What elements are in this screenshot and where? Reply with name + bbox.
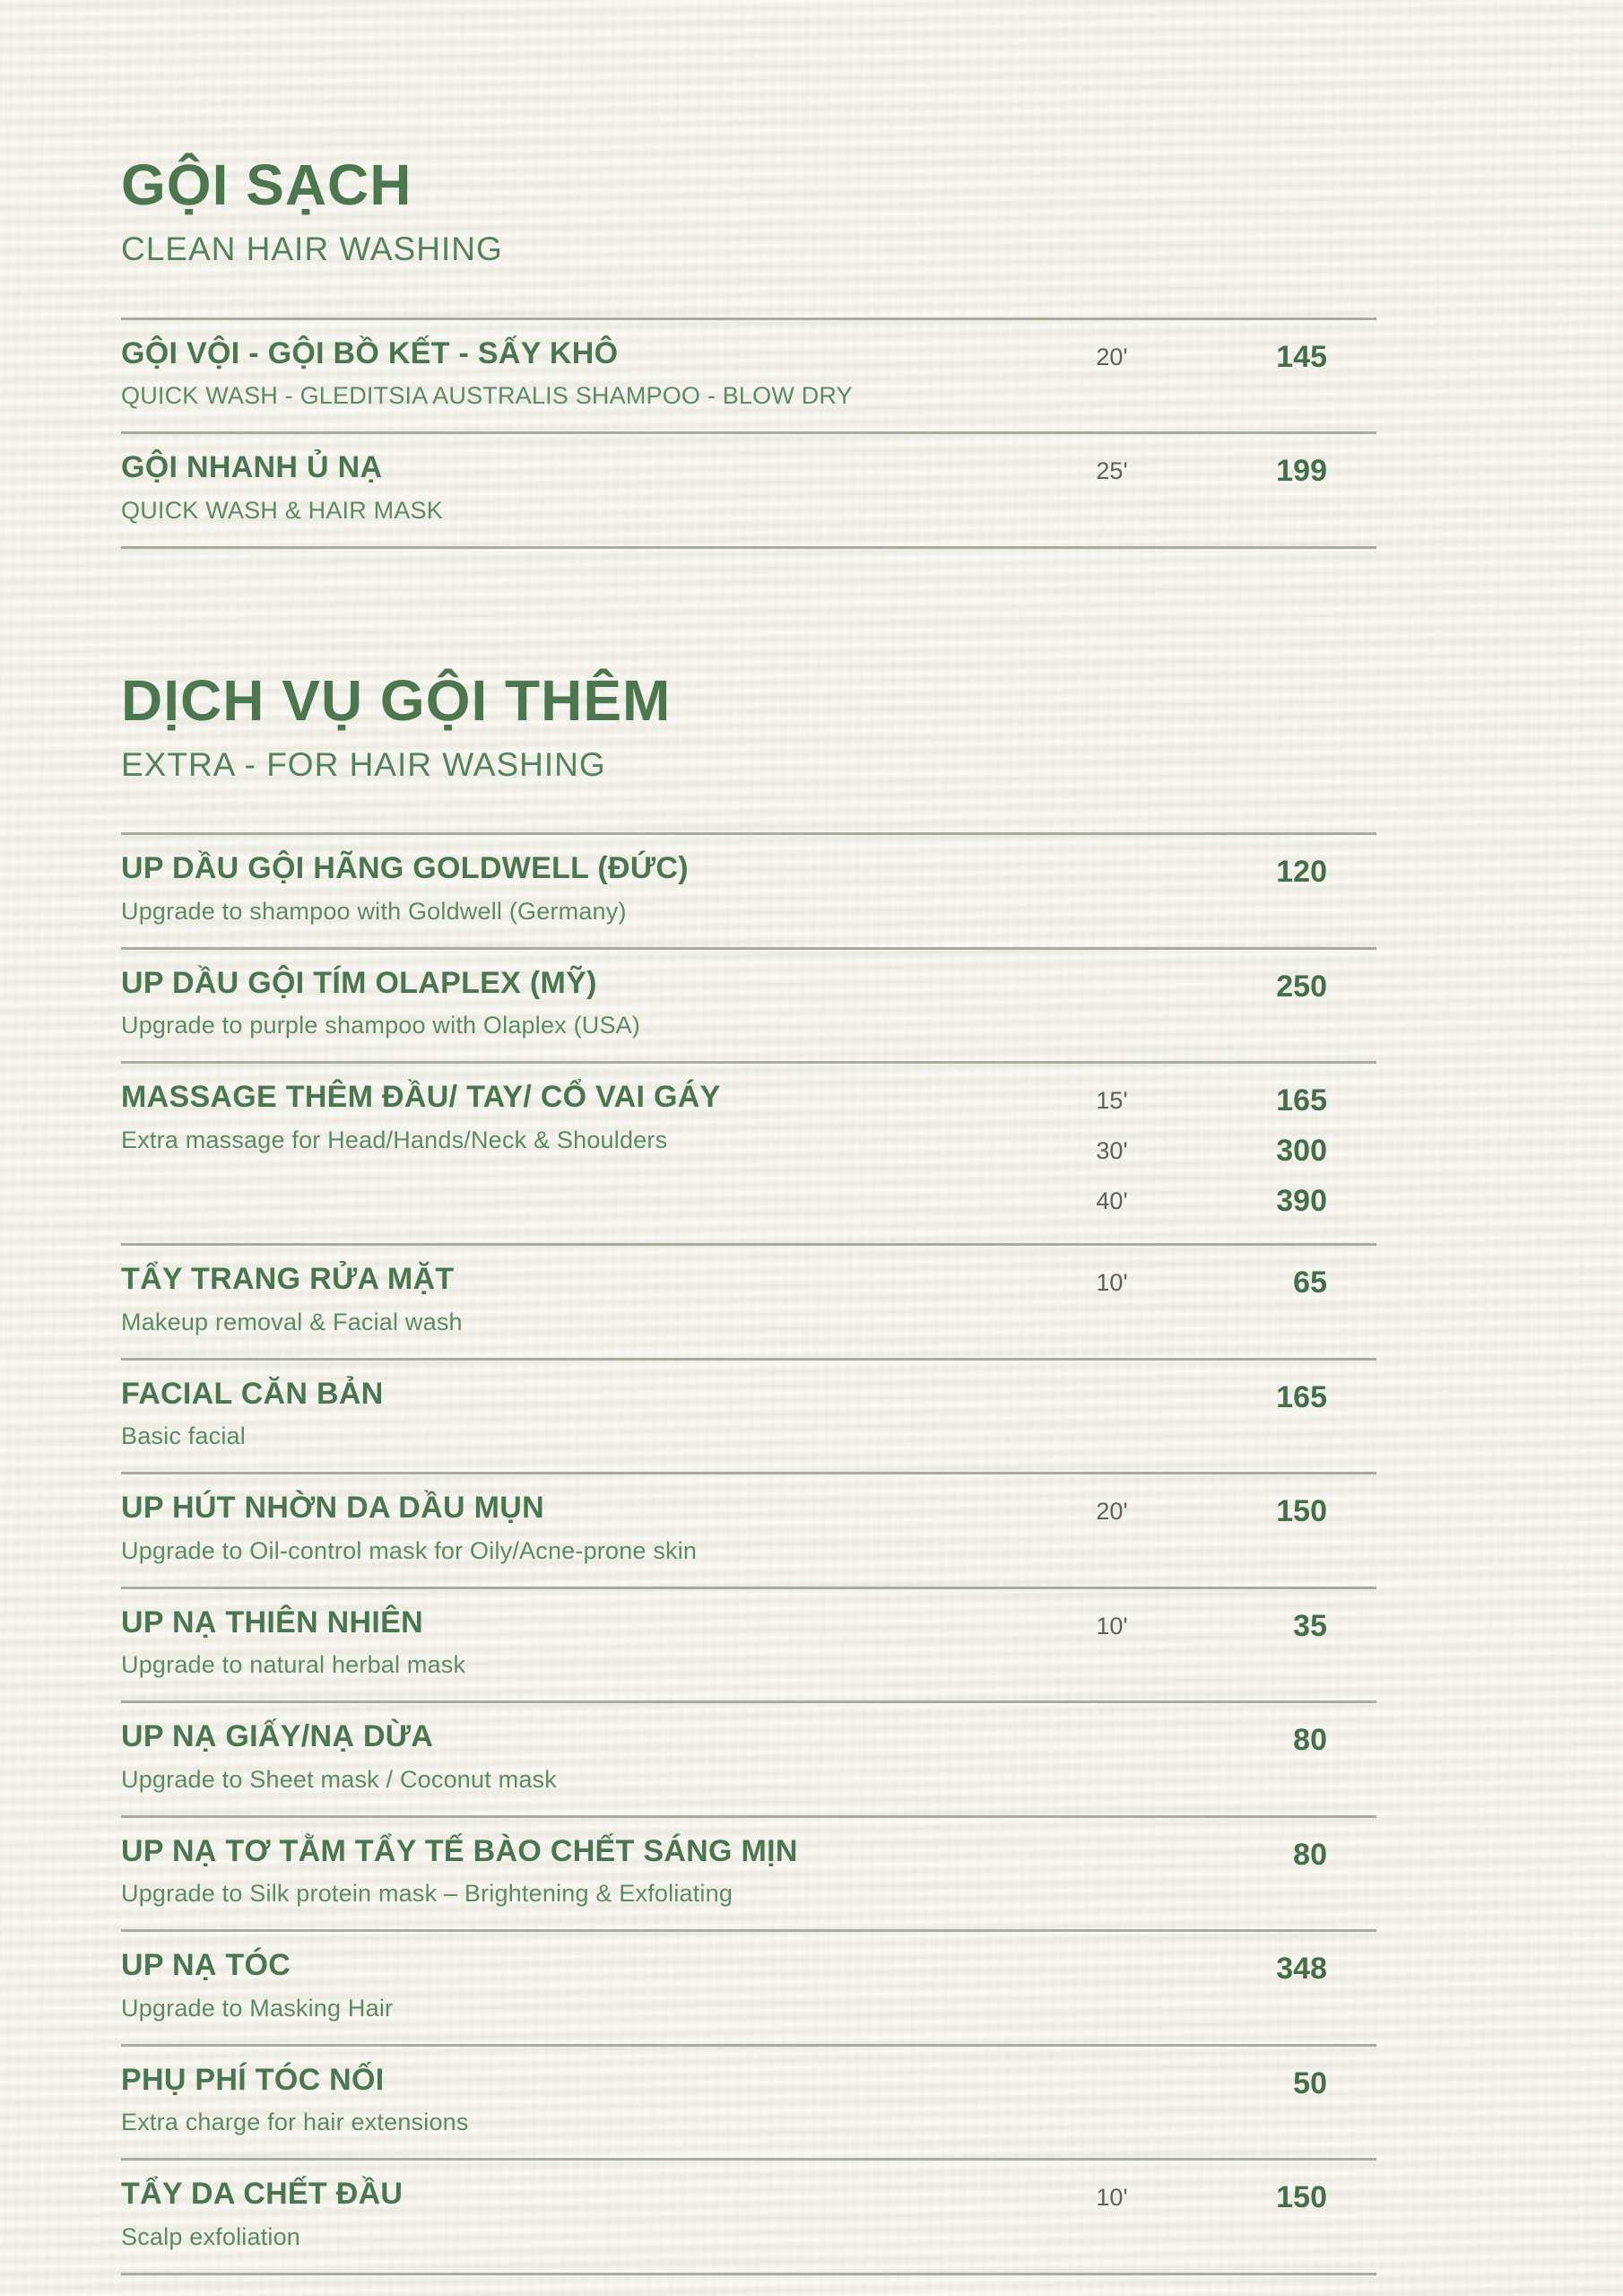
section-clean-hair-washing <box>121 154 1376 549</box>
item-prices <box>1197 450 1376 491</box>
item-title: UP NẠ THIÊN NHIÊN <box>121 1605 423 1639</box>
item-title: UP NẠ GIẤY/NẠ DỪA <box>121 1719 434 1754</box>
price-value: 65 <box>1293 1265 1327 1300</box>
duration-value: 20' <box>1096 343 1128 370</box>
duration-value: 10' <box>1096 2184 1128 2212</box>
item-prices <box>1197 1605 1376 1647</box>
item-durations <box>1027 336 1197 378</box>
item-description: Basic facial <box>121 1422 246 1450</box>
item-text <box>121 2177 1027 2250</box>
item-durations <box>1027 1605 1197 1647</box>
item-description: QUICK WASH & HAIR MASK <box>121 496 443 524</box>
duration-value: 40' <box>1096 1187 1128 1215</box>
menu-item-row <box>121 1932 1376 2046</box>
item-description: Upgrade to Oil-control mask for Oily/Acne-prone skin <box>121 1536 698 1564</box>
item-title: UP NẠ TƠ TẰM TẨY TẾ BÀO CHẾT SÁNG MỊN <box>121 1833 798 1868</box>
menu-item-row <box>121 1064 1376 1246</box>
price-value: 165 <box>1276 1083 1327 1118</box>
price-value: 165 <box>1276 1379 1327 1414</box>
item-durations <box>1027 2063 1197 2104</box>
item-text <box>121 1262 1027 1335</box>
price-value: 300 <box>1276 1134 1327 1169</box>
item-durations <box>1027 2177 1197 2218</box>
item-text <box>121 1491 1027 1564</box>
duration-value: 10' <box>1096 1612 1128 1639</box>
item-description: Extra massage for Head/Hands/Neck & Shoulders <box>121 1126 668 1153</box>
item-text <box>121 1377 1027 1450</box>
section-extra-for-hair-washing <box>121 667 1376 2275</box>
section-subtitle: EXTRA - FOR HAIR WASHING <box>121 745 606 783</box>
item-description: QUICK WASH - GLEDITSIA AUSTRALIS SHAMPOO - BLOW DRY <box>121 382 853 410</box>
price-value: 145 <box>1276 339 1327 374</box>
item-prices <box>1197 1377 1376 1418</box>
price-value: 199 <box>1276 454 1327 489</box>
item-prices <box>1197 1948 1376 1989</box>
menu-item-row <box>121 1361 1376 1474</box>
item-title: UP HÚT NHỜN DA DẦU MỤN <box>121 1491 544 1526</box>
duration-value: 10' <box>1096 1269 1128 1297</box>
item-durations <box>1027 1262 1197 1303</box>
item-title: UP DẦU GỘI HÃNG GOLDWELL (ĐỨC) <box>121 851 689 886</box>
section-title: GỘI SẠCH <box>121 152 412 217</box>
item-prices <box>1197 966 1376 1007</box>
item-durations <box>1027 1080 1197 1222</box>
item-description: Upgrade to Sheet mask / Coconut mask <box>121 1765 557 1793</box>
item-title: GỘI NHANH Ủ NẠ <box>121 450 383 485</box>
section-subtitle: CLEAN HAIR WASHING <box>121 230 503 268</box>
price-value: 390 <box>1276 1184 1327 1219</box>
menu-item-row <box>121 1246 1376 1360</box>
price-value: 35 <box>1293 1608 1327 1643</box>
menu-item-row <box>121 835 1376 949</box>
item-text <box>121 2063 1027 2136</box>
section-title: DỊCH VỤ GỘI THÊM <box>121 667 672 733</box>
item-description: Upgrade to Silk protein mask – Brightening & Exfoliating <box>121 1880 733 1908</box>
section-header <box>121 154 1376 320</box>
item-description: Upgrade to natural herbal mask <box>121 1651 466 1679</box>
item-title: GỘI VỘI - GỘI BỒ KẾT - SẤY KHÔ <box>121 335 619 370</box>
menu-item-row <box>121 1703 1376 1817</box>
item-prices <box>1197 2177 1376 2218</box>
duration-value: 25' <box>1096 457 1128 485</box>
item-prices <box>1197 1719 1376 1761</box>
item-durations <box>1027 851 1197 892</box>
item-title: MASSAGE THÊM ĐẦU/ TAY/ CỔ VAI GÁY <box>121 1080 721 1115</box>
item-description: Upgrade to purple shampoo with Olaplex (USA) <box>121 1012 641 1039</box>
menu-item-row <box>121 2161 1376 2274</box>
item-durations <box>1027 1834 1197 1875</box>
menu-item-row <box>121 320 1376 434</box>
menu-item-row <box>121 950 1376 1064</box>
price-value: 150 <box>1276 2180 1327 2215</box>
menu-item-row <box>121 1589 1376 1703</box>
item-title: PHỤ PHÍ TÓC NỐI <box>121 2062 385 2097</box>
item-description: Scalp exfoliation <box>121 2222 301 2250</box>
item-prices <box>1197 1491 1376 1532</box>
item-description: Makeup removal & Facial wash <box>121 1308 463 1335</box>
item-text <box>121 336 1027 410</box>
price-value: 348 <box>1276 1952 1327 1987</box>
menu-item-row <box>121 434 1376 548</box>
item-prices <box>1197 1834 1376 1875</box>
item-title: FACIAL CĂN BẢN <box>121 1376 384 1411</box>
item-title: TẨY DA CHẾT ĐẦU <box>121 2177 404 2212</box>
item-prices <box>1197 851 1376 892</box>
item-title: UP DẦU GỘI TÍM OLAPLEX (MỸ) <box>121 965 597 1000</box>
item-text <box>121 1605 1027 1679</box>
item-durations <box>1027 966 1197 1007</box>
item-prices <box>1197 2063 1376 2104</box>
menu-item-row <box>121 2047 1376 2161</box>
duration-value: 15' <box>1096 1087 1128 1115</box>
item-description: Extra charge for hair extensions <box>121 2109 469 2136</box>
item-title: TẨY TRANG RỬA MẶT <box>121 1262 455 1297</box>
price-value: 80 <box>1293 1837 1327 1872</box>
item-text <box>121 1948 1027 2022</box>
item-description: Upgrade to shampoo with Goldwell (Germany) <box>121 897 627 925</box>
item-durations <box>1027 1377 1197 1418</box>
item-text <box>121 851 1027 925</box>
item-durations <box>1027 450 1197 491</box>
price-value: 150 <box>1276 1494 1327 1529</box>
item-durations <box>1027 1491 1197 1532</box>
price-value: 50 <box>1293 2066 1327 2100</box>
item-text <box>121 966 1027 1039</box>
item-text <box>121 1080 1027 1153</box>
item-description: Upgrade to Masking Hair <box>121 1994 394 2022</box>
item-prices <box>1197 1262 1376 1303</box>
menu-item-row <box>121 1474 1376 1588</box>
item-title: UP NẠ TÓC <box>121 1948 291 1983</box>
price-value: 120 <box>1276 855 1327 890</box>
price-value: 250 <box>1276 969 1327 1004</box>
menu-item-row <box>121 1818 1376 1932</box>
price-value: 80 <box>1293 1723 1327 1758</box>
item-text <box>121 1719 1027 1793</box>
item-durations <box>1027 1948 1197 1989</box>
item-prices <box>1197 1080 1376 1222</box>
item-text <box>121 1834 1027 1908</box>
section-header <box>121 667 1376 836</box>
item-prices <box>1197 336 1376 378</box>
duration-value: 20' <box>1096 1498 1128 1526</box>
item-durations <box>1027 1719 1197 1761</box>
duration-value: 30' <box>1096 1137 1128 1165</box>
item-text <box>121 450 1027 524</box>
